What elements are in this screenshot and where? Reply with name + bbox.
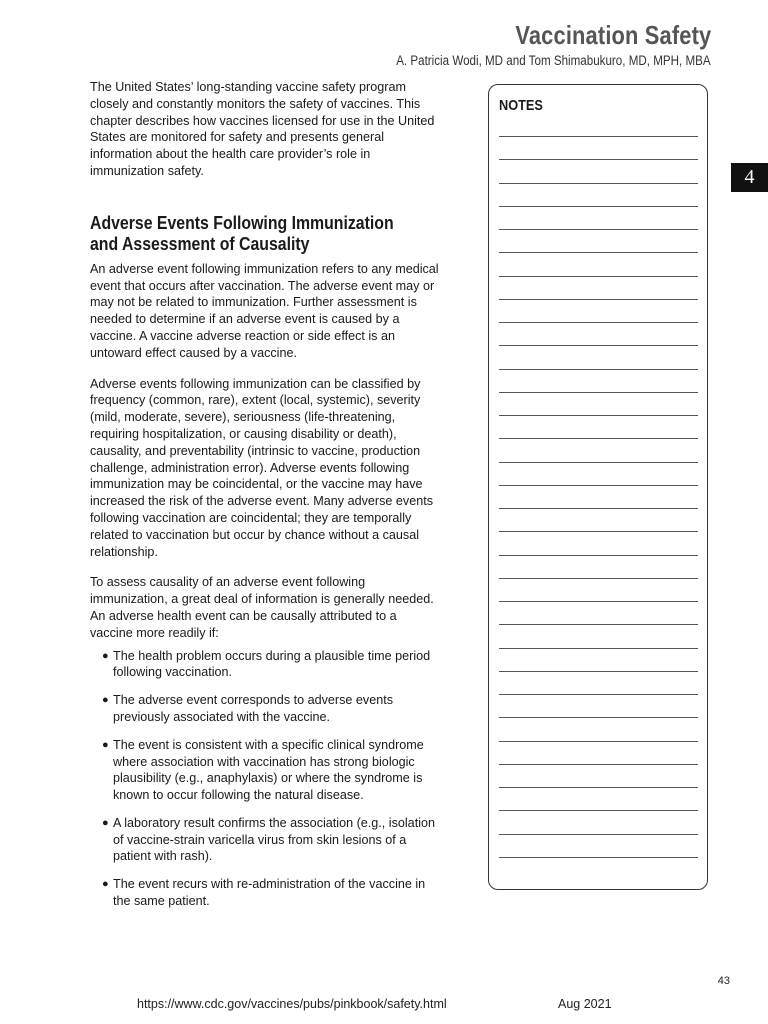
section-heading-line-2: and Assessment of Causality bbox=[90, 233, 310, 254]
section-heading bbox=[90, 213, 442, 255]
notes-line bbox=[499, 531, 698, 532]
notes-line bbox=[499, 159, 698, 160]
notes-line bbox=[499, 252, 698, 253]
bullet-icon: ● bbox=[102, 816, 109, 829]
notes-line bbox=[499, 369, 698, 370]
paragraph-classification: Adverse events following immunization can be classified by frequency (common, rare), extent (local, systemic), severity (mild, moderate, severe), seriousness (life-threatening, requiring hospitalization, or causing disability or death), causality, and preventability (intrinsic to vaccine, production challenge, administration error). Adverse events following immunization may be coincidental, or the vaccine may have increased the risk of the adverse event. Many adverse events following vaccination are coincidental; they are temporally related to vaccination but occur by chance without a causal relationship. bbox=[90, 376, 434, 559]
notes-title: NOTES bbox=[499, 97, 543, 114]
section-heading-line-1: Adverse Events Following Immunization bbox=[90, 212, 394, 233]
notes-line bbox=[499, 438, 698, 439]
chapter-tab: 4 bbox=[731, 163, 768, 192]
paragraph-definition: An adverse event following immunization refers to any medical event that occurs after vaccination. The adverse event may or may not be related to immunization. Further assessment is needed to determine if an adverse event is caused by a vaccine. A vaccine adverse reaction or side effect is an untoward effect caused by a vaccine. bbox=[90, 261, 439, 360]
notes-line bbox=[499, 322, 698, 323]
list-item: ● The adverse event corresponds to adverse events previously associated with the vaccine. bbox=[102, 693, 394, 724]
notes-box bbox=[488, 84, 708, 890]
notes-line bbox=[499, 741, 698, 742]
notes-line bbox=[499, 787, 698, 788]
notes-line bbox=[499, 485, 698, 486]
list-item: ● The health problem occurs during a plausible time period following vaccination. bbox=[102, 648, 431, 680]
notes-line bbox=[499, 857, 698, 858]
notes-line bbox=[499, 229, 698, 230]
page-number: 43 bbox=[717, 975, 730, 987]
notes-line bbox=[499, 276, 698, 277]
notes-line bbox=[499, 694, 698, 695]
bullet-icon: ● bbox=[102, 694, 109, 707]
list-item: ● The event is consistent with a specific clinical syndrome where association with vaccination has strong biologic plausibility (e.g., anaphylaxis) or where the syndrome is known to occur following the natural disease. bbox=[102, 737, 424, 803]
notes-line bbox=[499, 345, 698, 346]
list-item: ● The event recurs with re-administration of the vaccine in the same patient. bbox=[102, 877, 426, 909]
notes-line bbox=[499, 717, 698, 718]
notes-line bbox=[499, 462, 698, 463]
notes-line bbox=[499, 206, 698, 207]
notes-line bbox=[499, 299, 698, 300]
notes-line bbox=[499, 415, 698, 416]
notes-line bbox=[499, 392, 698, 393]
notes-line bbox=[499, 508, 698, 509]
notes-line bbox=[499, 183, 698, 184]
main-content bbox=[90, 79, 442, 921]
list-item: ● A laboratory result confirms the association (e.g., isolation of vaccine-strain varicella virus from skin lesions of a patient with rash). bbox=[102, 815, 435, 864]
footer-date: Aug 2021 bbox=[558, 997, 612, 1011]
notes-line bbox=[499, 810, 698, 811]
bullet-icon: ● bbox=[102, 738, 109, 751]
notes-line bbox=[499, 648, 698, 649]
bullet-icon: ● bbox=[102, 649, 109, 662]
notes-line bbox=[499, 601, 698, 602]
footer-url[interactable]: https://www.cdc.gov/vaccines/pubs/pinkbook/safety.html bbox=[137, 997, 447, 1011]
notes-line bbox=[499, 578, 698, 579]
notes-line bbox=[499, 764, 698, 765]
notes-line bbox=[499, 834, 698, 835]
notes-line bbox=[499, 136, 698, 137]
intro-paragraph: The United States’ long-standing vaccine safety program closely and constantly monitors the safety of vaccines. This chapter describes how vaccines licensed for use in the United States are monitored for safety and presents general information about the health care provider’s role in immunization safety. bbox=[90, 80, 435, 178]
bullet-icon: ● bbox=[102, 878, 109, 891]
causality-criteria-list bbox=[90, 648, 442, 910]
notes-line bbox=[499, 671, 698, 672]
notes-line bbox=[499, 624, 698, 625]
paragraph-causality: To assess causality of an adverse event following immunization, a great deal of information is generally needed. An adverse health event can be causally attributed to a vaccine more readily if: bbox=[90, 575, 434, 640]
page-title: Vaccination Safety bbox=[514, 20, 711, 50]
notes-line bbox=[499, 555, 698, 556]
authors-line: A. Patricia Wodi, MD and Tom Shimabukuro, MD, MPH, MBA bbox=[396, 53, 711, 68]
